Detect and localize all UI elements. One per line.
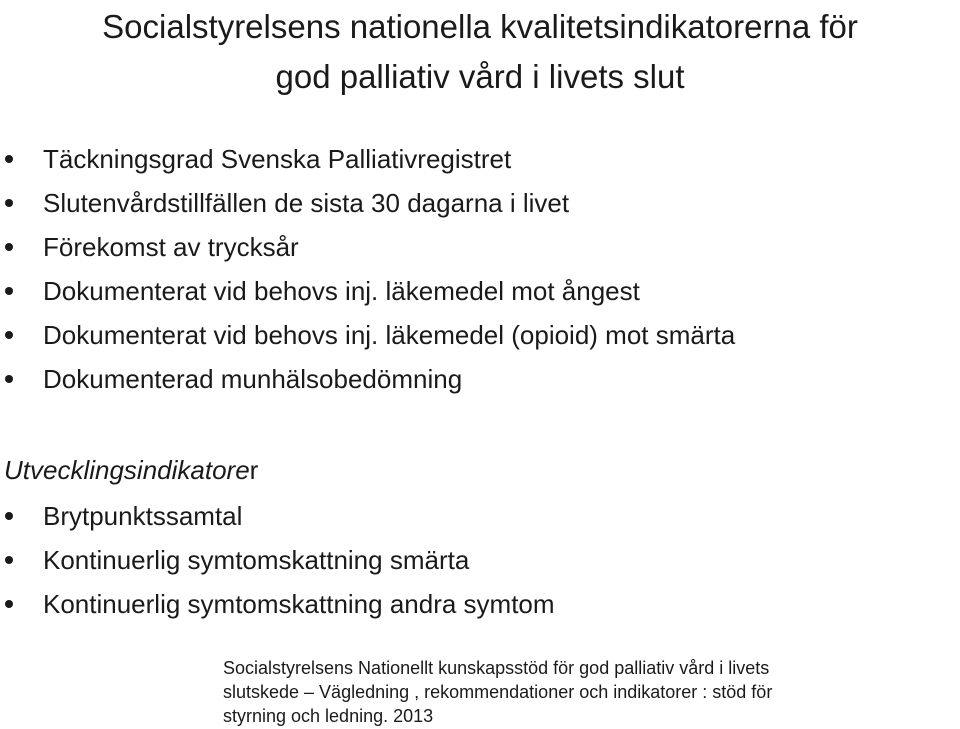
title-line-1: Socialstyrelsens nationella kvalitetsindikatorerna för <box>102 8 858 45</box>
list-item <box>0 225 960 269</box>
reference-line-2: slutskede – Vägledning , rekommendationer och indikatorer : stöd för <box>223 682 773 702</box>
indicator-text: Dokumenterat vid behovs inj. läkemedel mot ångest <box>43 276 640 306</box>
bullet-icon <box>5 512 13 520</box>
bullet-icon <box>5 243 13 251</box>
list-item <box>0 494 960 538</box>
reference-line-3: styrning och ledning. 2013 <box>223 706 434 726</box>
bullet-icon <box>5 375 13 383</box>
development-text: Kontinuerlig symtomskattning smärta <box>43 545 470 575</box>
title-line-2: god palliativ vård i livets slut <box>275 58 685 95</box>
development-heading <box>4 448 258 492</box>
list-item <box>0 538 960 582</box>
slide-title <box>0 2 960 102</box>
development-heading-rest: r <box>249 455 259 485</box>
bullet-icon <box>5 331 13 339</box>
source-reference <box>223 656 943 728</box>
indicator-text: Dokumenterat vid behovs inj. läkemedel (opioid) mot smärta <box>43 320 736 350</box>
development-list <box>0 494 960 626</box>
list-item <box>0 181 960 225</box>
list-item <box>0 269 960 313</box>
indicator-list <box>0 137 960 401</box>
bullet-icon <box>5 199 13 207</box>
bullet-icon <box>5 155 13 163</box>
list-item <box>0 137 960 181</box>
bullet-icon <box>5 556 13 564</box>
bullet-icon <box>5 600 13 608</box>
indicator-text: Förekomst av trycksår <box>43 232 299 262</box>
development-text: Brytpunktssamtal <box>43 501 243 531</box>
indicator-text: Täckningsgrad Svenska Palliativregistret <box>43 144 512 174</box>
reference-line-1: Socialstyrelsens Nationellt kunskapsstöd för god palliativ vård i livets <box>223 658 770 678</box>
list-item <box>0 357 960 401</box>
bullet-icon <box>5 287 13 295</box>
indicator-text: Dokumenterad munhälsobedömning <box>43 364 463 394</box>
development-text: Kontinuerlig symtomskattning andra symtom <box>43 589 555 619</box>
indicator-text: Slutenvårdstillfällen de sista 30 dagarna i livet <box>43 188 570 218</box>
development-heading-italic: Utvecklingsindikatore <box>4 455 250 485</box>
list-item <box>0 313 960 357</box>
list-item <box>0 582 960 626</box>
